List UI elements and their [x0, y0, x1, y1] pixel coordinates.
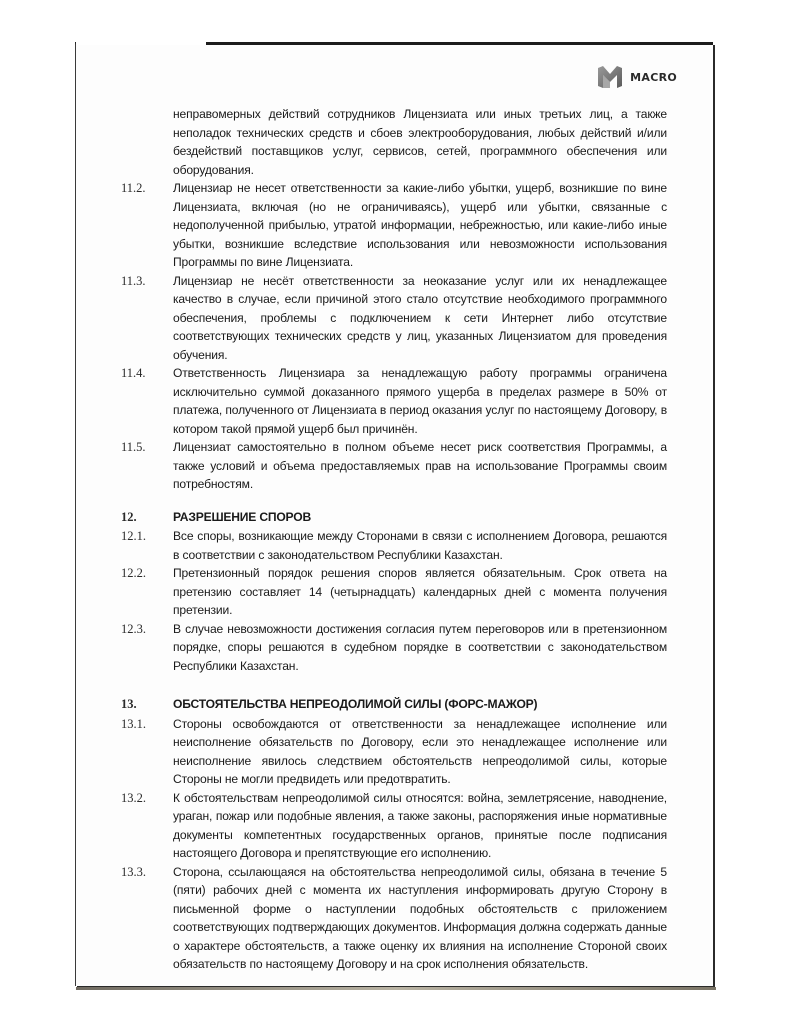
clause-text: Претензионный порядок решения споров является обязательным. Срок ответа на претензию составляет 14 (четырнадцать) календарных дней с момента получения претензии. [173, 566, 667, 617]
logo-text: MACRO [630, 70, 677, 84]
clause-12-1 [121, 527, 667, 564]
page-edge-highlight [76, 42, 206, 45]
clause-number: 13.2. [121, 790, 146, 805]
clause-text: Все споры, возникающие между Сторонами в связи с исполнением Договора, решаются в соответствии с законодательством Республики Казахстан. [173, 529, 667, 562]
clause-12-2 [121, 564, 667, 620]
clause-13-3 [121, 863, 667, 974]
clause-11-2 [121, 179, 667, 272]
section-number: 12. [121, 509, 137, 524]
clause-number: 11.3. [121, 273, 146, 288]
continued-paragraph: неправомерных действий сотрудников Лицензиата или иных третьих лиц, а также неполадок технических средств и сбоев электрооборудования, любых действий и/или бездействий поставщиков услуг, сервисов, сетей, программного обеспечения или оборудования. [173, 107, 667, 177]
macro-m-logo-icon [597, 65, 623, 89]
clause-11-5 [121, 438, 667, 494]
clause-number: 12.1. [121, 529, 146, 543]
clause-text: Лицензиар не несёт ответственности за неоказание услуг или их ненадлежащее качество в случае, если причиной этого стало отсутствие необходимого программного обеспечения, проблемы с подключением к сети Интернет либо отсутствие соответствующих технических средств у лиц, указанных Лицензиатом для проведения обучения. [173, 273, 667, 362]
clause-number: 11.2. [121, 181, 146, 195]
document-body [121, 105, 667, 974]
company-logo [597, 65, 677, 89]
clause-13-2 [121, 789, 667, 863]
clause-number: 13.3. [121, 864, 146, 879]
clause-13-1 [121, 715, 667, 789]
clause-number: 11.4. [121, 366, 146, 380]
section-title: ОБСТОЯТЕЛЬСТВА НЕПРЕОДОЛИМОЙ СИЛЫ (ФОРС-МАЖОР) [173, 697, 538, 711]
clause-text: Сторона, ссылающаяся на обстоятельства непреодолимой силы, обязана в течение 5 (пяти) рабочих дней с момента их наступления информировать другую Сторону в письменной форме о наступлении подобных обстоятельств с приложением соответствующих подтверждающих документов. Информация должна содержать данные о характере обстоятельств, а также оценку их влияния на исполнение Стороной своих обязательств по настоящему Договору и на срок исполнения обязательств. [173, 864, 667, 971]
section-title: РАЗРЕШЕНИЕ СПОРОВ [173, 509, 311, 524]
clause-text: Лицензиат самостоятельно в полном объеме несет риск соответствия Программы, а также условий и объема предоставляемых прав на использование Программы своим потребностям. [173, 440, 667, 491]
section-12-heading [121, 508, 667, 527]
clause-text: К обстоятельствам непреодолимой силы относятся: война, землетрясение, наводнение, ураган, пожар или подобные явления, а также законы, распоряжения иные нормативные документы компетентных государственных органов, принятые после подписания настоящего Договора и препятствующие его исполнению. [173, 790, 667, 860]
section-number: 13. [121, 697, 137, 711]
clause-text: Лицензиар не несет ответственности за какие-либо убытки, ущерб, возникшие по вине Лицензиата, включая (но не ограничиваясь), ущерб или убытки, связанные с недополученной прибылью, утратой информации, небрежностью, или какие-либо иные убытки, возникшие вследствие использования или невозможности использования Программы по вине Лицензиата. [173, 181, 667, 269]
clause-number: 12.3. [121, 621, 146, 636]
clause-11-4 [121, 364, 667, 438]
clause-number: 12.2. [121, 566, 146, 580]
clause-text: Стороны освобождаются от ответственности за ненадлежащее исполнение или неисполнение обязательств по Договору, если это ненадлежащее исполнение или неисполнение явилось следствием обстоятельств непреодолимой силы, которые Стороны не могли предвидеть или предотвратить. [173, 716, 667, 786]
clause-11-3 [121, 272, 667, 365]
clause-text: В случае невозможности достижения согласия путем переговоров или в претензионном порядке, споры решаются в судебном порядке в соответствии с законодательством Республики Казахстан. [173, 621, 667, 673]
section-13-heading [121, 695, 667, 714]
clause-text: Ответственность Лицензиара за ненадлежащую работу программы ограничена исключительно суммой доказанного прямого ущерба в пределах размере в 50% от платежа, полученного от Лицензиата в период оказания услуг по настоящему Договору, в котором такой прямой ущерб был причинён. [173, 366, 667, 436]
clause-12-3 [121, 620, 667, 676]
clause-number: 13.1. [121, 716, 146, 731]
clause-number: 11.5. [121, 440, 146, 454]
document-page [75, 42, 713, 986]
